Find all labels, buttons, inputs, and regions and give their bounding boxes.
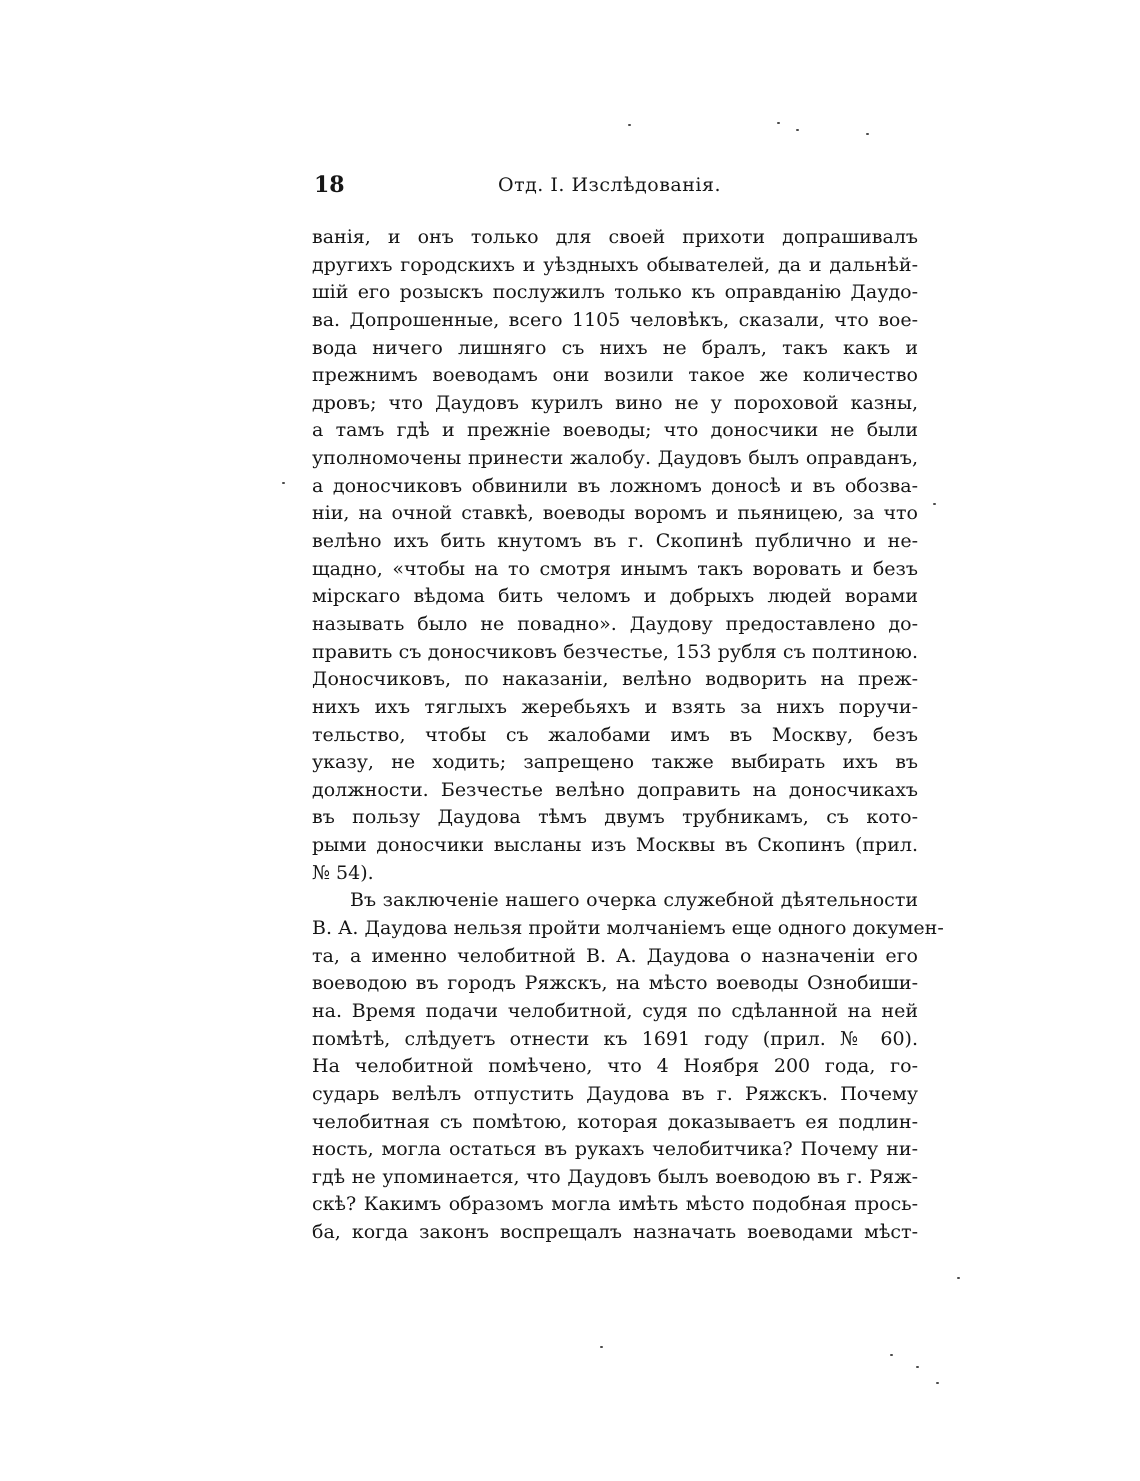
scan-speck (628, 124, 631, 126)
scan-speck (957, 1277, 960, 1279)
text-line: Доносчиковъ, по наказаніи, велѣно водворить на преж- (312, 668, 918, 691)
text-line: мірскаго вѣдома бить челомъ и добрыхъ людей ворами (312, 585, 918, 608)
text-line: Въ заключеніе нашего очерка служебной дѣятельности (350, 889, 918, 912)
text-line: В. А. Даудова нельзя пройти молчаніемъ еще одного докумен- (312, 917, 944, 940)
scan-speck (866, 133, 869, 135)
text-line: рыми доносчики высланы изъ Москвы въ Скопинъ (прил. (312, 834, 918, 857)
text-line: нихъ ихъ тяглыхъ жеребьяхъ и взять за нихъ поручи- (312, 695, 918, 718)
text-line: щадно, «чтобы на то смотря инымъ такъ воровать и безъ (312, 557, 918, 580)
scan-speck (890, 1354, 893, 1356)
running-title: Отд. I. Изслѣдованія. (498, 174, 721, 196)
body-text (312, 224, 944, 1247)
text-line: помѣтѣ, слѣдуетъ отнести къ 1691 году (прил. № 60). (312, 1027, 918, 1050)
text-line: называть было не повадно». Даудову предоставлено до- (312, 612, 918, 635)
text-line: На челобитной помѣчено, что 4 Ноября 200 года, го- (312, 1055, 918, 1078)
paragraph-2 (312, 887, 944, 1246)
scan-speck (600, 1346, 603, 1348)
page-header (312, 172, 918, 208)
text-line: другихъ городскихъ и уѣздныхъ обывателей, да и дальнѣй- (312, 253, 918, 276)
text-line: ба, когда законъ воспрещалъ назначать воеводами мѣст- (312, 1221, 918, 1244)
text-line: править съ доносчиковъ безчестье, 153 рубля съ полтиною. (312, 640, 918, 663)
text-line: ванія, и онъ только для своей прихоти допрашивалъ (312, 226, 918, 248)
text-line: уполномочены принести жалобу. Даудовъ былъ оправданъ, (312, 447, 918, 470)
text-line: тельство, чтобы съ жалобами имъ въ Москву, безъ (312, 723, 918, 746)
text-line: ность, могла остаться въ рукахъ челобитчика? Почему ни- (312, 1138, 918, 1161)
text-line: велѣно ихъ бить кнутомъ въ г. Скопинѣ публично и не- (312, 530, 918, 553)
text-line: вода ничего лишняго съ нихъ не бралъ, такъ какъ и (312, 336, 918, 359)
text-line: № 54). (312, 861, 374, 884)
scan-speck (796, 129, 799, 131)
scan-speck (282, 482, 285, 484)
text-line: ніи, на очной ставкѣ, воеводы воромъ и пьяницею, за что (312, 502, 918, 525)
text-line: а доносчиковъ обвинили въ ложномъ доносѣ и въ обозва- (312, 474, 918, 497)
text-line: дровъ; что Даудовъ курилъ вино не у пороховой казны, (312, 391, 918, 414)
text-line: ва. Допрошенные, всего 1105 человѣкъ, сказали, что вое- (312, 308, 918, 331)
scan-speck (777, 122, 780, 124)
text-line: должности. Безчестье велѣно доправить на доносчикахъ (312, 778, 918, 801)
text-line: шій его розыскъ послужилъ только къ оправданію Даудо- (312, 281, 918, 304)
text-line: указу, не ходить; запрещено также выбирать ихъ въ (312, 751, 918, 774)
text-line: скѣ? Какимъ образомъ могла имѣть мѣсто подобная прось- (312, 1193, 918, 1216)
text-line: сударь велѣлъ отпустить Даудова въ г. Ряжскъ. Почему (312, 1082, 918, 1105)
text-line: на. Время подачи челобитной, судя по сдѣланной на ней (312, 999, 918, 1022)
text-line: прежнимъ воеводамъ они возили такое же количество (312, 364, 918, 387)
text-line: та, а именно челобитной В. А. Даудова о назначеніи его (312, 944, 918, 967)
scan-speck (916, 1366, 919, 1368)
text-line: гдѣ не упоминается, что Даудовъ былъ воеводою въ г. Ряж- (312, 1165, 918, 1188)
text-line: челобитная съ помѣтою, которая доказываетъ ея подлин- (312, 1110, 918, 1133)
text-line: въ пользу Даудова тѣмъ двумъ трубникамъ, съ кото- (312, 806, 918, 829)
text-line: воеводою въ городъ Ряжскъ, на мѣсто воеводы Ознобиши- (312, 972, 918, 995)
paragraph-1 (312, 224, 918, 887)
scan-speck (933, 503, 936, 505)
page-number: 18 (314, 172, 345, 198)
text-line: а тамъ гдѣ и прежніе воеводы; что доносчики не были (312, 419, 918, 442)
scan-speck (936, 1382, 939, 1384)
